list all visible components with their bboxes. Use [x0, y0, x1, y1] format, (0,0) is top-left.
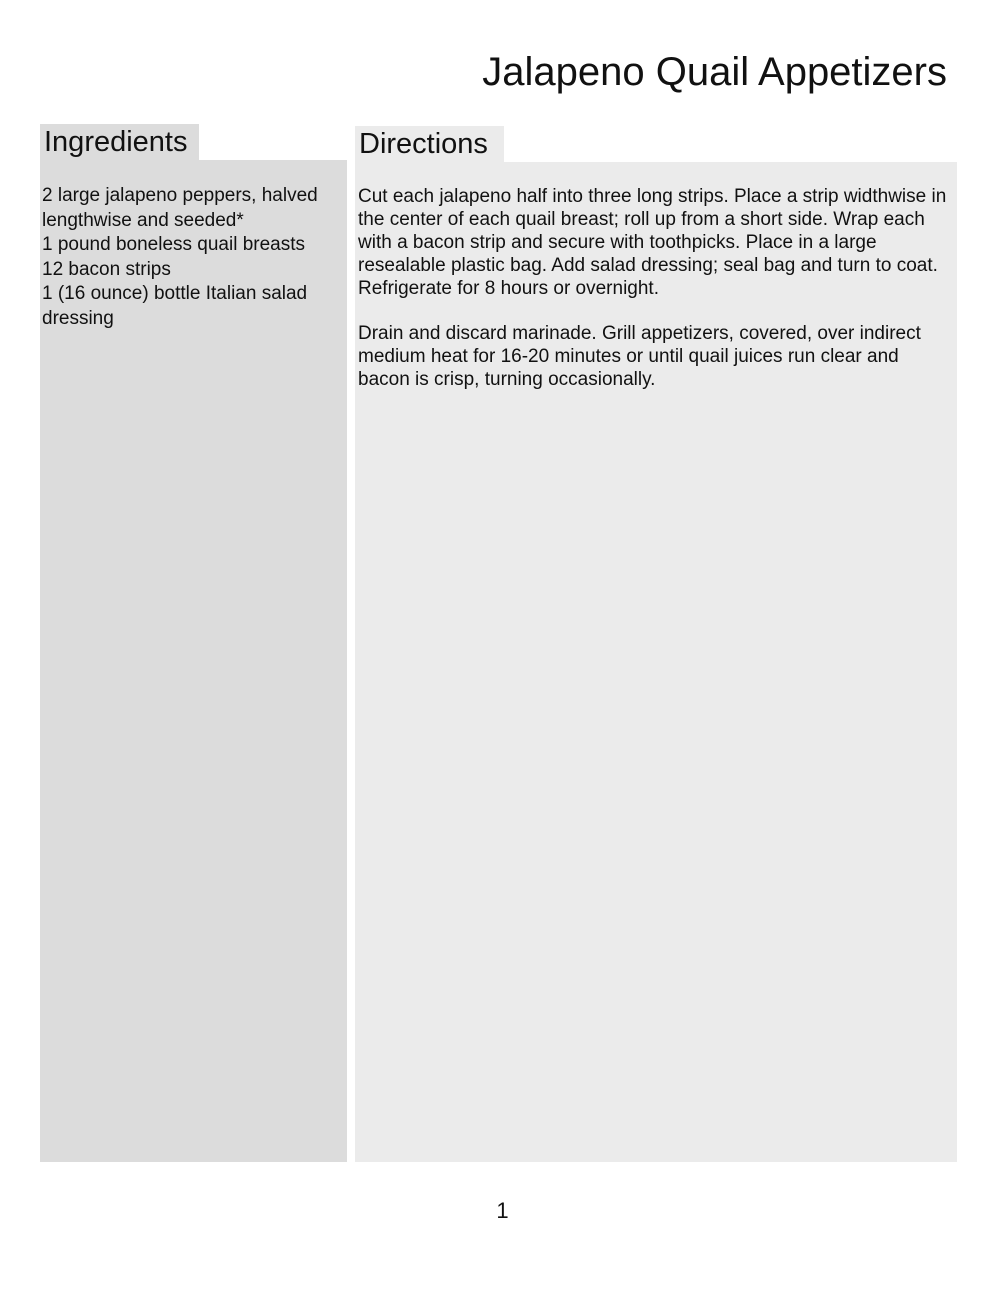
page-number: 1	[496, 1198, 509, 1223]
recipe-title: Jalapeno Quail Appetizers	[482, 50, 947, 94]
directions-paragraph: Cut each jalapeno half into three long strips. Place a strip widthwise in the center of each quail breast; roll up from a short side. Wrap each with a bacon strip and secure with toothpicks. Place in a large resealable plastic bag. Add salad dressing; seal bag and turn to coat. Refrigerate for 8 hours or overnight.	[358, 186, 947, 299]
ingredient-item: 12 bacon strips	[42, 258, 171, 280]
directions-panel	[355, 162, 957, 1162]
ingredient-item: 1 pound boneless quail breasts	[42, 234, 306, 255]
ingredient-item: 2 large jalapeno peppers, halved lengthwise and seeded*	[42, 185, 318, 231]
ingredients-heading: Ingredients	[40, 124, 199, 160]
ingredients-list	[42, 184, 345, 331]
ingredient-item: 1 (16 ounce) bottle Italian salad dressing	[42, 283, 308, 329]
directions-heading: Directions	[355, 126, 504, 162]
ingredients-panel	[40, 160, 347, 1162]
directions-paragraph: Drain and discard marinade. Grill appetizers, covered, over indirect medium heat for 16-20 minutes or until quail juices run clear and bacon is crisp, turning occasionally.	[358, 323, 921, 390]
